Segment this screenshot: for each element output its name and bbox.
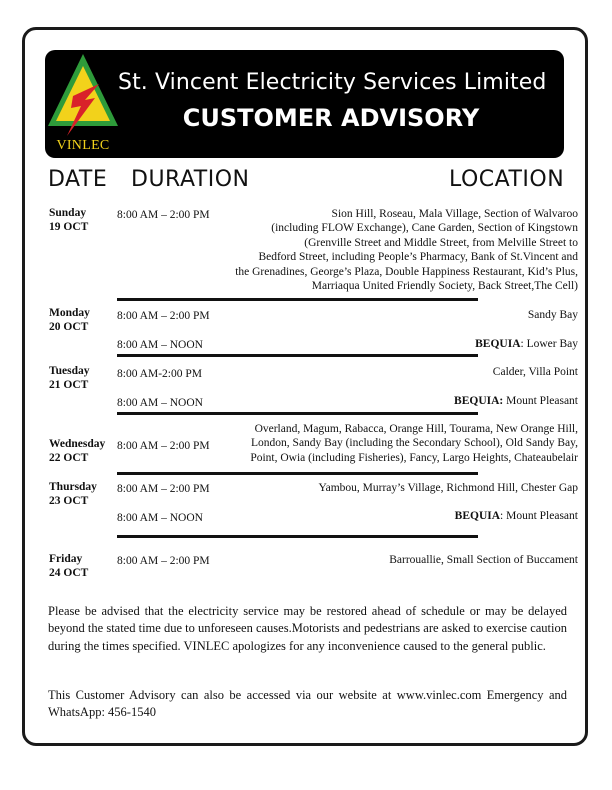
row-day: Thursday	[49, 481, 97, 493]
row-location: Sion Hill, Roseau, Mala Village, Section of Walvaroo (including FLOW Exchange), Cane Garden, Section of Kingstown (Grenville Street and Middle Street, from Melville Street to Bedford Street, including People’s Pharmacy, Bank of St.Vincent and the Grenadines, George’s Plaza, Double Happiness Restaurant, Kid’s Plus, Marriaqua United Friendly Society, Back Street,The Cell)	[235, 208, 578, 293]
row-divider	[117, 354, 478, 357]
row-time: 8:00 AM – NOON	[117, 339, 203, 351]
notice-paragraph: Please be advised that the electricity service may be restored ahead of schedule or may be delayed beyond the stated time due to unforeseen causes.Motorists and pedestrians are asked to exercise caution during the times specified. VINLEC apologizes for any inconvenience caused to the general public.	[48, 604, 567, 653]
row-time: 8:00 AM – NOON	[117, 512, 203, 524]
row-time: 8:00 AM – 2:00 PM	[117, 209, 210, 221]
row-divider	[117, 298, 478, 301]
row-time: 8:00 AM – 2:00 PM	[117, 440, 210, 452]
page-title: CUSTOMER ADVISORY	[182, 104, 480, 132]
row-location: Yambou, Murray’s Village, Richmond Hill, Chester Gap	[318, 482, 578, 494]
row-time: 8:00 AM – 2:00 PM	[117, 310, 210, 322]
company-name: St. Vincent Electricity Services Limited	[118, 70, 547, 95]
row-date: 19 OCT	[49, 221, 89, 233]
row-date: 22 OCT	[49, 452, 89, 464]
row-location: BEQUIA: Mount Pleasant	[454, 395, 578, 407]
row-location: Calder, Villa Point	[492, 366, 578, 378]
row-location: BEQUIA: Lower Bay	[475, 338, 578, 350]
row-divider	[117, 472, 478, 475]
column-header-duration: DURATION	[131, 167, 250, 192]
logo-wordmark: VINLEC	[56, 138, 110, 153]
row-location: Barrouallie, Small Section of Buccament	[389, 554, 578, 566]
row-date: 20 OCT	[49, 321, 89, 333]
column-header-location: LOCATION	[449, 167, 565, 192]
column-header-date: DATE	[48, 167, 108, 192]
row-day: Sunday	[49, 207, 87, 219]
row-location: Sandy Bay	[527, 309, 578, 321]
row-date: 24 OCT	[49, 567, 89, 579]
row-location: Overland, Magum, Rabacca, Orange Hill, Tourama, New Orange Hill, London, Sandy Bay (including the Secondary School), Old Sandy Bay, Point, Owia (including Fisheries), Fancy, Largo Heights, Chateaubelair	[250, 423, 578, 464]
row-time: 8:00 AM-2:00 PM	[117, 368, 202, 380]
contact-paragraph: This Customer Advisory can also be accessed via our website at www.vinlec.com Emergency and WhatsApp: 456-1540	[48, 688, 567, 720]
row-divider	[117, 412, 478, 415]
row-date: 23 OCT	[49, 495, 89, 507]
row-date: 21 OCT	[49, 379, 89, 391]
row-location: BEQUIA: Mount Pleasant	[454, 510, 578, 522]
row-time: 8:00 AM – NOON	[117, 397, 203, 409]
row-day: Tuesday	[49, 365, 90, 377]
row-day: Monday	[49, 307, 90, 319]
row-day: Wednesday	[49, 438, 106, 450]
row-time: 8:00 AM – 2:00 PM	[117, 483, 210, 495]
row-time: 8:00 AM – 2:00 PM	[117, 555, 210, 567]
row-divider	[117, 535, 478, 538]
row-day: Friday	[49, 553, 83, 565]
